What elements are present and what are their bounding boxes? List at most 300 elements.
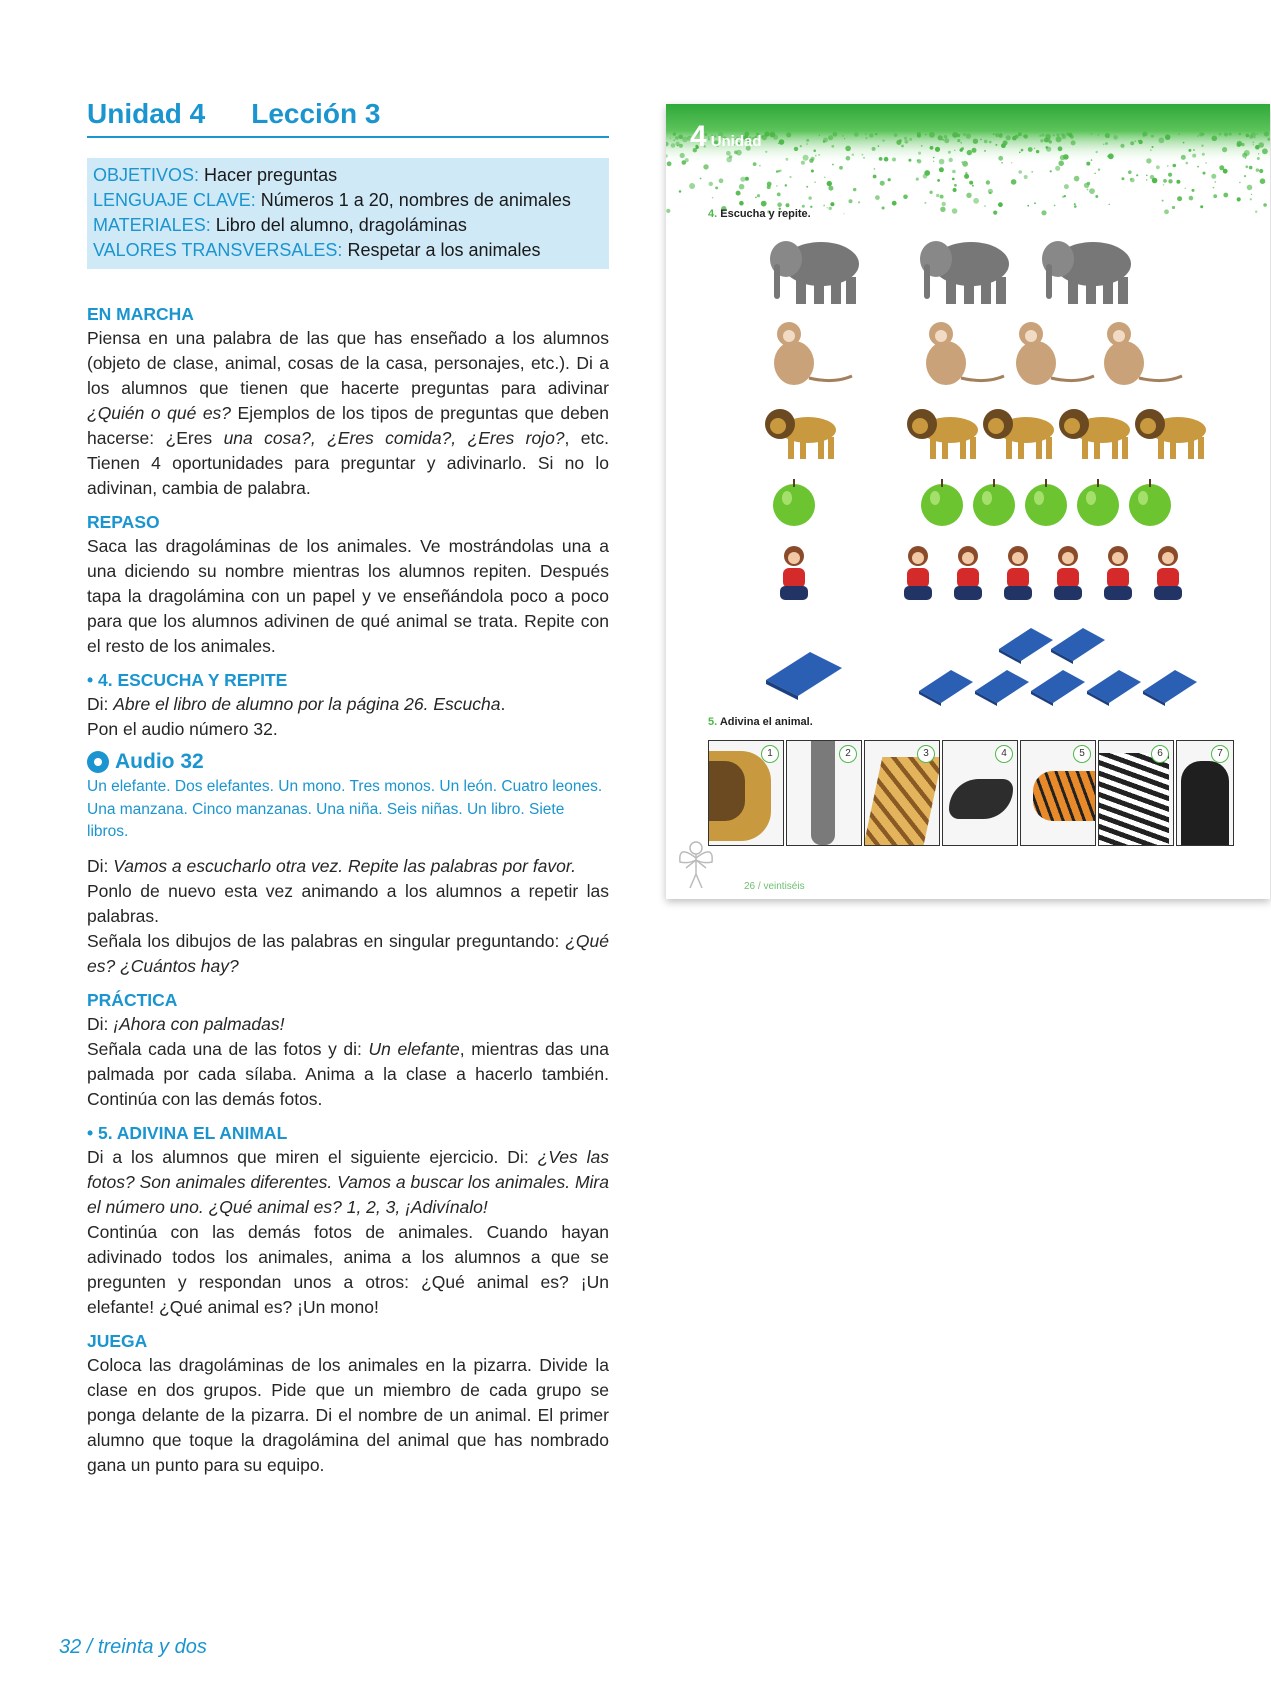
splatter-dot [1062, 135, 1066, 139]
splatter-dot [1027, 205, 1029, 207]
unit-title: Unidad 4 [87, 98, 206, 129]
splatter-dot [828, 135, 833, 140]
splatter-dot [1054, 205, 1056, 207]
splatter-dot [1095, 195, 1098, 198]
splatter-dot [679, 144, 683, 148]
splatter-dot [803, 155, 809, 161]
splatter-dot [1108, 153, 1114, 159]
splatter-dot [1028, 147, 1033, 152]
splatter-dot [679, 190, 682, 193]
splatter-dot [949, 158, 953, 162]
splatter-dot [675, 136, 679, 140]
monkey-icon [1006, 318, 1096, 388]
splatter-dot [739, 201, 744, 206]
splatter-dot [1214, 181, 1216, 183]
splatter-dot [1251, 194, 1252, 195]
splatter-dot [862, 154, 864, 156]
splatter-dot [703, 164, 708, 169]
splatter-dot [1040, 136, 1041, 137]
splatter-dot [853, 188, 856, 191]
splatter-dot [786, 203, 790, 207]
book-icon [996, 624, 1056, 664]
splatter-dot [1150, 149, 1152, 151]
splatter-dot [761, 201, 767, 207]
splatter-dot [1089, 188, 1095, 194]
splatter-dot [972, 185, 974, 187]
monkey-icon [916, 318, 1006, 388]
splatter-dot [1263, 203, 1267, 207]
apple-icon [1022, 476, 1070, 528]
splatter-dot [1203, 172, 1206, 175]
splatter-dot [1201, 145, 1203, 147]
apple-icon [1074, 476, 1122, 528]
splatter-dot [833, 132, 838, 137]
splatter-dot [1034, 148, 1036, 150]
splatter-dot [1062, 196, 1064, 198]
exercise-4-title: 4. Escucha y repite. [708, 208, 811, 220]
splatter-dot [1238, 133, 1241, 136]
audio-title: Audio 32 [115, 750, 204, 773]
splatter-dot [966, 133, 971, 138]
splatter-dot [1244, 175, 1246, 177]
splatter-dot [1168, 179, 1172, 183]
guess-photo-3 [864, 740, 940, 846]
splatter-dot [1098, 169, 1100, 171]
splatter-dot [1064, 184, 1069, 189]
after-audio-text: Di: Vamos a escucharlo otra vez. Repite las palabras por favor. Ponlo de nuevo esta vez animando a los alumnos a repetir las palabras. Señala los dibujos de las palabras en singular preguntando: ¿Qué es? ¿Cuántos hay? [87, 855, 609, 976]
splatter-dot [916, 178, 919, 181]
splatter-dot [1253, 144, 1254, 145]
splatter-dot [973, 198, 979, 204]
splatter-dot [689, 183, 695, 189]
splatter-dot [1185, 188, 1187, 190]
splatter-dot [1056, 136, 1062, 142]
splatter-dot [989, 141, 992, 144]
practica-heading: PRÁCTICA [87, 989, 178, 1010]
splatter-dot [964, 174, 969, 179]
splatter-dot [1247, 185, 1253, 191]
lion-icon [982, 404, 1062, 462]
splatter-dot [879, 157, 883, 161]
lion-icon [1134, 404, 1214, 462]
splatter-dot [904, 137, 907, 140]
splatter-dot [839, 166, 843, 170]
splatter-dot [824, 177, 826, 179]
splatter-dot [925, 134, 927, 136]
splatter-dot [1065, 155, 1069, 159]
guess-photo-7 [1176, 740, 1234, 846]
splatter-dot [1197, 166, 1199, 168]
book-icon [1084, 666, 1144, 706]
splatter-dot [673, 133, 676, 136]
splatter-dot [1068, 133, 1072, 137]
guess-number: 2 [839, 745, 857, 763]
splatter-dot [842, 135, 844, 137]
guess-number: 1 [761, 745, 779, 763]
splatter-dot [1223, 169, 1228, 174]
guess-number: 6 [1151, 745, 1169, 763]
splatter-dot [673, 140, 675, 142]
splatter-dot [1086, 162, 1090, 166]
splatter-dot [929, 191, 932, 194]
splatter-dot [777, 193, 781, 197]
splatter-dot [1255, 211, 1257, 213]
splatter-dot [1212, 136, 1218, 142]
splatter-dot [827, 207, 828, 208]
splatter-dot [818, 154, 820, 156]
splatter-dot [1136, 174, 1138, 176]
splatter-dot [1193, 149, 1195, 151]
book-page-number: 26 / veintiséis [744, 881, 805, 892]
splatter-dot [844, 138, 845, 139]
splatter-dot [789, 176, 791, 178]
splatter-dot [995, 144, 997, 146]
splatter-dot [993, 133, 995, 135]
splatter-dot [984, 205, 986, 207]
splatter-dot [712, 197, 714, 199]
splatter-dot [1046, 137, 1051, 142]
splatter-dot [1223, 193, 1228, 198]
splatter-dot [1061, 133, 1062, 134]
splatter-dot [806, 143, 808, 145]
splatter-dot [937, 179, 940, 182]
apple-icon [970, 476, 1018, 528]
splatter-dot [989, 192, 991, 194]
splatter-dot [1015, 135, 1018, 138]
splatter-dot [948, 151, 951, 154]
splatter-dot [666, 209, 670, 213]
splatter-dot [1202, 153, 1205, 156]
splatter-dot [999, 134, 1003, 138]
splatter-dot [786, 158, 789, 161]
splatter-dot [670, 138, 671, 139]
splatter-dot [1053, 135, 1055, 137]
splatter-dot [1071, 140, 1076, 145]
splatter-dot [961, 147, 964, 150]
splatter-dot [800, 145, 802, 147]
splatter-dot [1192, 189, 1195, 192]
splatter-dot [808, 196, 811, 199]
splatter-dot [1146, 158, 1151, 163]
splatter-dot [1036, 150, 1039, 153]
splatter-dot [929, 132, 935, 138]
splatter-dot [888, 178, 891, 181]
splatter-dot [1087, 189, 1089, 191]
splatter-dot [715, 187, 718, 190]
splatter-dot [779, 139, 785, 145]
splatter-dot [1074, 205, 1077, 208]
objective-line: VALORES TRANSVERSALES: Respetar a los animales [93, 240, 541, 260]
splatter-dot [1163, 184, 1164, 185]
splatter-dot [865, 133, 866, 134]
splatter-dot [873, 175, 877, 179]
splatter-dot [828, 186, 833, 191]
splatter-dot [1001, 143, 1006, 148]
splatter-dot [1222, 147, 1227, 152]
splatter-dot [1197, 135, 1199, 137]
en-marcha-heading: EN MARCHA [87, 304, 194, 324]
girl-icon [1148, 544, 1188, 606]
splatter-dot [801, 161, 805, 165]
splatter-dot [846, 156, 851, 161]
splatter-dot [1172, 206, 1175, 209]
splatter-dot [1150, 175, 1154, 179]
splatter-dot [1246, 134, 1250, 138]
splatter-dot [794, 147, 798, 151]
splatter-dot [806, 139, 809, 142]
splatter-dot [1151, 135, 1154, 138]
splatter-dot [1084, 183, 1089, 188]
splatter-dot [1256, 168, 1259, 171]
splatter-dot [938, 135, 943, 140]
splatter-dot [1046, 147, 1051, 152]
splatter-dot [823, 140, 825, 142]
splatter-dot [700, 178, 702, 180]
splatter-dot [1128, 170, 1132, 174]
splatter-dot [1264, 132, 1269, 137]
splatter-dot [1189, 196, 1194, 201]
splatter-dot [1186, 162, 1189, 165]
splatter-dot [1024, 175, 1028, 179]
splatter-dot [778, 170, 780, 172]
splatter-dot [786, 132, 791, 137]
splatter-dot [963, 133, 966, 136]
splatter-dot [869, 133, 873, 137]
splatter-dot [904, 140, 908, 144]
splatter-dot [1060, 155, 1065, 160]
objective-line: OBJETIVOS: Hacer preguntas [93, 165, 338, 185]
splatter-dot [1034, 202, 1036, 204]
girl-icon [1098, 544, 1138, 606]
splatter-dot [1249, 166, 1253, 170]
splatter-dot [1219, 133, 1222, 136]
splatter-dot [823, 205, 825, 207]
splatter-dot [845, 146, 851, 152]
splatter-dot [1109, 204, 1110, 205]
audio-heading [87, 750, 609, 774]
guess-photo-6 [1098, 740, 1174, 846]
splatter-dot [1162, 200, 1164, 202]
splatter-dot [863, 157, 865, 159]
splatter-dot [1262, 148, 1268, 154]
textbook-page [666, 104, 1270, 899]
splatter-dot [1120, 144, 1124, 148]
splatter-dot [1159, 137, 1165, 143]
splatter-dot [858, 201, 860, 203]
splatter-dot [740, 177, 745, 182]
splatter-dot [819, 135, 820, 136]
splatter-dot [757, 194, 760, 197]
splatter-dot [830, 202, 834, 206]
splatter-dot [1242, 153, 1247, 158]
splatter-dot [1019, 152, 1021, 154]
splatter-dot [677, 145, 679, 147]
splatter-dot [813, 149, 816, 152]
splatter-dot [1056, 133, 1059, 136]
splatter-dot [765, 151, 767, 153]
splatter-dot [773, 135, 778, 140]
splatter-dot [965, 172, 967, 174]
splatter-dot [1164, 209, 1169, 214]
splatter-dot [671, 143, 676, 148]
lesson-header [87, 98, 609, 138]
splatter-dot [806, 186, 808, 188]
splatter-dot [933, 161, 934, 162]
splatter-dot [1091, 159, 1093, 161]
splatter-dot [1094, 173, 1095, 174]
splatter-dot [1091, 133, 1093, 135]
splatter-dot [1181, 155, 1186, 160]
splatter-dot [1213, 194, 1217, 198]
splatter-dot [936, 194, 939, 197]
elephant-icon [766, 229, 876, 309]
splatter-dot [1173, 164, 1177, 168]
book-icon [972, 666, 1032, 706]
splatter-dot [944, 138, 949, 143]
splatter-dot [892, 201, 897, 206]
splatter-dot [880, 181, 885, 186]
splatter-dot [1021, 149, 1024, 152]
splatter-dot [952, 170, 956, 174]
splatter-dot [785, 184, 787, 186]
splatter-dot [1177, 196, 1182, 201]
splatter-dot [767, 182, 772, 187]
girl-icon [898, 544, 938, 606]
splatter-dot [924, 202, 926, 204]
escucha-text: Di: Abre el libro de alumno por la página 26. Escucha. Pon el audio número 32. [87, 694, 506, 739]
splatter-dot [986, 180, 990, 184]
splatter-dot [1130, 141, 1134, 145]
splatter-dot [1245, 165, 1248, 168]
splatter-dot [1105, 133, 1110, 138]
splatter-dot [1252, 142, 1254, 144]
splatter-dot [933, 157, 935, 159]
splatter-dot [1098, 134, 1099, 135]
splatter-dot [1205, 162, 1207, 164]
page-footer: 32 / treinta y dos [59, 1636, 207, 1658]
splatter-dot [1018, 132, 1022, 136]
splatter-dot [1096, 151, 1098, 153]
splatter-dot [957, 139, 960, 142]
splatter-dot [940, 195, 944, 199]
splatter-dot [815, 155, 817, 157]
splatter-dot [678, 135, 683, 140]
splatter-dot [1229, 132, 1232, 135]
splatter-dot [1103, 144, 1104, 145]
splatter-dot [1183, 142, 1185, 144]
splatter-dot [1146, 179, 1147, 180]
splatter-dot [1006, 135, 1011, 140]
splatter-dot [930, 146, 934, 150]
splatter-dot [882, 207, 885, 210]
splatter-dot [829, 207, 832, 210]
elephant-icon [1038, 229, 1148, 309]
splatter-dot [952, 208, 958, 214]
splatter-dot [1001, 162, 1003, 164]
splatter-dot [1011, 179, 1017, 185]
splatter-dot [1138, 140, 1140, 142]
splatter-dot [1167, 165, 1168, 166]
splatter-dot [878, 145, 880, 147]
splatter-dot [745, 177, 749, 181]
splatter-dot [935, 147, 940, 152]
guess-photo-4 [942, 740, 1018, 846]
splatter-dot [1023, 135, 1025, 137]
splatter-dot [1055, 166, 1060, 171]
splatter-dot [755, 197, 757, 199]
splatter-dot [962, 161, 968, 167]
girl-icon [1048, 544, 1088, 606]
elephant-icon [916, 229, 1026, 309]
splatter-dot [875, 133, 877, 135]
splatter-dot [1163, 179, 1167, 183]
splatter-dot [971, 182, 974, 185]
splatter-dot [884, 157, 889, 162]
apple-icon [1126, 476, 1174, 528]
splatter-dot [827, 181, 832, 186]
unit-badge: 4 Unidad [690, 120, 762, 153]
splatter-dot [1074, 176, 1080, 182]
splatter-dot [875, 195, 880, 200]
splatter-dot [1130, 178, 1132, 180]
monkey-icon [1094, 318, 1184, 388]
splatter-dot [972, 148, 977, 153]
lesson-title: Lección 3 [251, 98, 381, 129]
splatter-dot [1156, 165, 1160, 169]
splatter-dot [952, 132, 958, 138]
splatter-dot [682, 137, 688, 143]
apple-icon [918, 476, 966, 528]
splatter-dot [923, 174, 928, 179]
splatter-dot [1074, 203, 1076, 205]
splatter-dot [739, 184, 745, 190]
splatter-dot [866, 137, 868, 139]
splatter-dot [1260, 178, 1266, 184]
guess-number: 3 [917, 745, 935, 763]
en-marcha-text: Piensa en una palabra de las que has enseñado a los alumnos (objeto de clase, animal, cosas de la casa, personajes, etc.). Di a los alumnos que tienen que hacerte preguntas para adivinar ¿Quién o qué es? Ejemplos de los tipos de preguntas que deben hacerse: ¿Eres una cosa?, ¿Eres comida?, ¿Eres rojo?, etc. Tienen 4 oportunidades para preguntar y adivinarlo. Si no lo adivinan, cambia de palabra. [87, 328, 609, 498]
splatter-dot [944, 135, 948, 139]
splatter-dot [1257, 157, 1260, 160]
splatter-dot [1257, 133, 1259, 135]
splatter-dot [1105, 142, 1108, 145]
splatter-dot [1237, 143, 1242, 148]
monkey-icon [764, 318, 854, 388]
splatter-dot [882, 139, 884, 141]
splatter-dot [680, 153, 685, 158]
splatter-dot [993, 211, 997, 215]
splatter-dot [984, 140, 988, 144]
splatter-dot [1058, 146, 1063, 151]
splatter-dot [894, 133, 898, 137]
splatter-dot [1258, 142, 1264, 148]
splatter-dot [1040, 139, 1043, 142]
splatter-dot [1188, 149, 1191, 152]
splatter-dot [896, 140, 901, 145]
objective-line: LENGUAJE CLAVE: Números 1 a 20, nombres de animales [93, 190, 571, 210]
lion-icon [1058, 404, 1138, 462]
book-icon [1140, 666, 1200, 706]
splatter-dot [1224, 132, 1228, 136]
guess-photo-5 [1020, 740, 1096, 846]
splatter-dot [1211, 174, 1216, 179]
splatter-dot [1152, 146, 1154, 148]
splatter-dot [811, 170, 814, 173]
splatter-dot [1135, 140, 1137, 142]
guess-photo-2 [786, 740, 862, 846]
splatter-dot [849, 199, 853, 203]
guess-number: 5 [1073, 745, 1091, 763]
book-icon [916, 666, 976, 706]
